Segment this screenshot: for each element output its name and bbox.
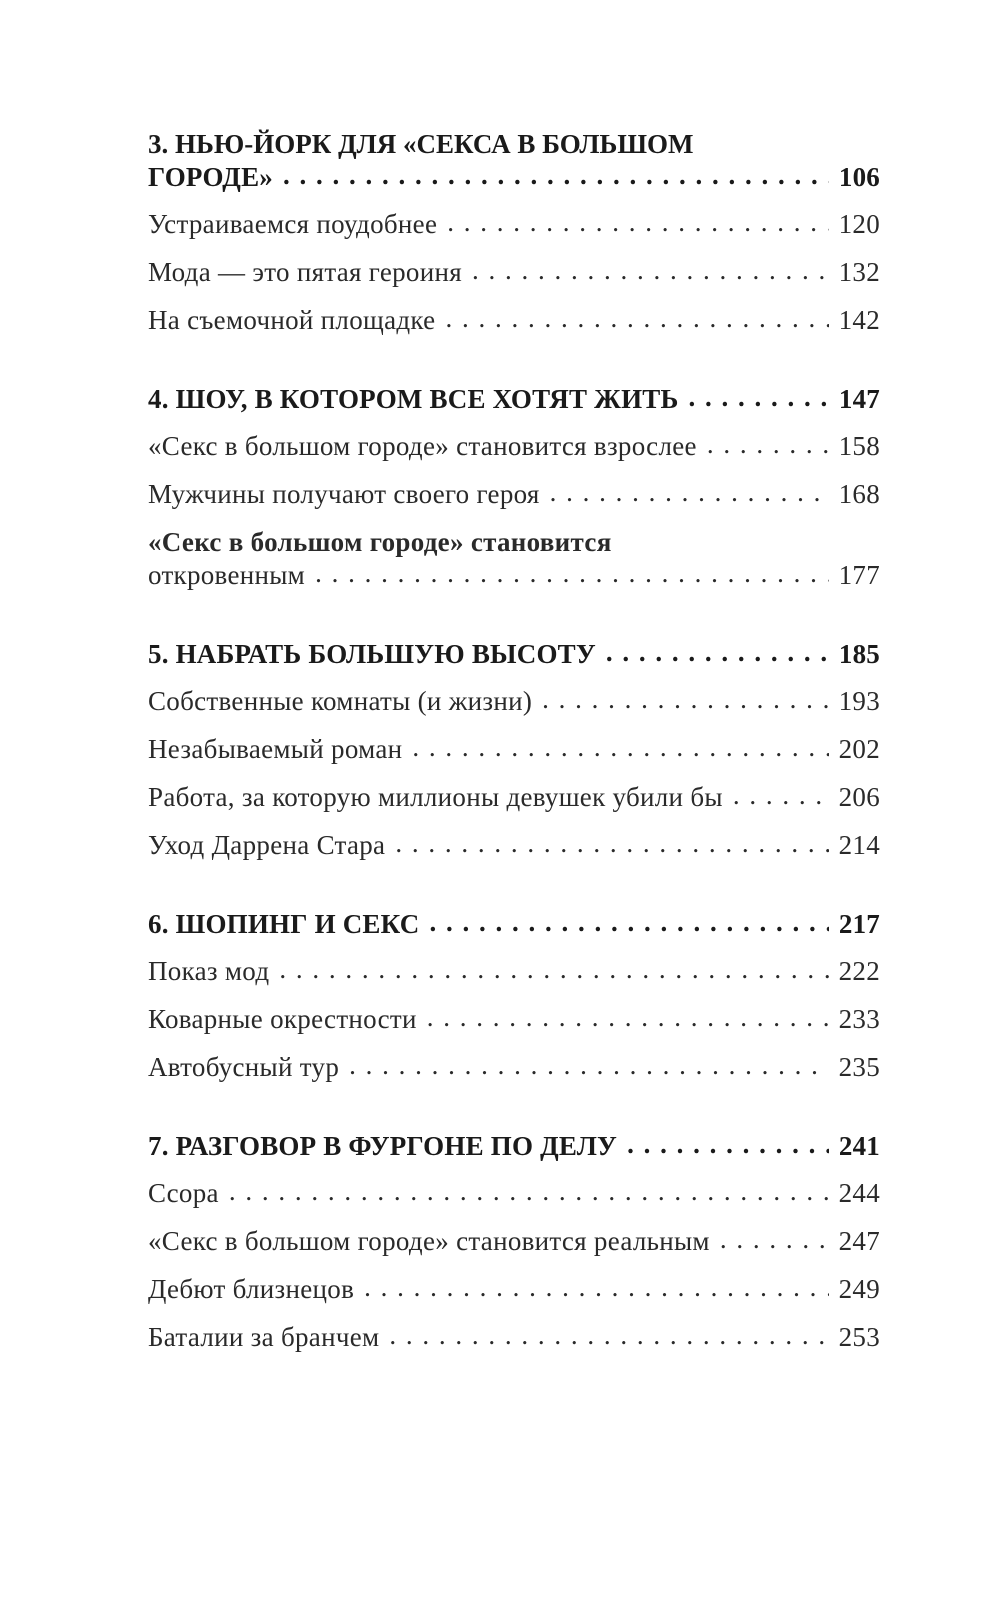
chapter-heading[interactable] <box>148 638 880 671</box>
chapter-5 <box>148 638 880 862</box>
section-title-line2: откровенным <box>148 560 306 590</box>
section-page-number: 244 <box>838 1178 880 1208</box>
section-page-number: 247 <box>838 1226 880 1256</box>
chapter-title: 5. НАБРАТЬ БОЛЬШУЮ ВЫСОТУ <box>148 639 596 669</box>
section-title: Ссора <box>148 1178 219 1208</box>
section-title: Показ мод <box>148 956 270 986</box>
section-page-number: 158 <box>838 431 880 461</box>
section-title-line1: «Секс в большом городе» становится <box>148 527 612 557</box>
dot-leader <box>733 779 829 812</box>
section-entry[interactable] <box>148 1225 880 1258</box>
chapter-page-number: 241 <box>838 1131 880 1161</box>
chapter-6 <box>148 908 880 1084</box>
chapter-title: 4. ШОУ, В КОТОРОМ ВСЕ ХОТЯТ ЖИТЬ <box>148 384 679 414</box>
dot-leader <box>707 428 829 461</box>
chapter-page-number: 147 <box>838 384 880 414</box>
section-page-number: 206 <box>838 782 880 812</box>
chapter-heading[interactable] <box>148 1130 880 1163</box>
section-title: Баталии за бранчем <box>148 1322 380 1352</box>
section-title: Работа, за которую миллионы девушек убили бы <box>148 782 723 812</box>
section-entry[interactable] <box>148 781 880 814</box>
section-page-number: 177 <box>838 560 880 590</box>
dot-leader <box>627 1128 829 1161</box>
section-page-number: 233 <box>838 1004 880 1034</box>
section-page-number: 193 <box>838 686 880 716</box>
section-entry[interactable] <box>148 829 880 862</box>
section-title: Мужчины получают своего героя <box>148 479 540 509</box>
section-page-number: 235 <box>838 1052 880 1082</box>
section-title: Автобусный тур <box>148 1052 340 1082</box>
chapter-page-number: 217 <box>838 909 880 939</box>
chapter-title-line1: 3. НЬЮ-ЙОРК ДЛЯ «СЕКСА В БОЛЬШОМ <box>148 129 694 159</box>
section-entry[interactable] <box>148 478 880 511</box>
section-entry[interactable] <box>148 733 880 766</box>
section-page-number: 253 <box>838 1322 880 1352</box>
section-entry[interactable] <box>148 1321 880 1354</box>
section-entry[interactable] <box>148 1177 880 1210</box>
section-entry[interactable] <box>148 685 880 718</box>
dot-leader <box>412 731 828 764</box>
dot-leader <box>364 1271 828 1304</box>
section-title: Устраиваемся поудобнее <box>148 209 438 239</box>
chapter-page-number: 185 <box>838 639 880 669</box>
dot-leader <box>389 1319 828 1352</box>
section-title: Коварные окрестности <box>148 1004 417 1034</box>
chapter-heading[interactable] <box>148 908 880 941</box>
section-page-number: 142 <box>838 305 880 335</box>
section-title: Дебют близнецов <box>148 1274 355 1304</box>
dot-leader <box>689 381 829 414</box>
section-title: «Секс в большом городе» становится реальным <box>148 1226 710 1256</box>
section-entry[interactable] <box>148 526 880 592</box>
dot-leader <box>283 159 829 192</box>
section-title: Уход Даррена Стара <box>148 830 386 860</box>
section-entry[interactable] <box>148 955 880 988</box>
section-page-number: 132 <box>838 257 880 287</box>
dot-leader <box>315 557 829 590</box>
dot-leader <box>349 1049 828 1082</box>
dot-leader <box>429 906 828 939</box>
chapter-title-line2: ГОРОДЕ» <box>148 162 273 192</box>
dot-leader <box>720 1223 829 1256</box>
section-page-number: 249 <box>838 1274 880 1304</box>
section-page-number: 120 <box>838 209 880 239</box>
dot-leader <box>445 302 828 335</box>
chapter-7 <box>148 1130 880 1354</box>
chapter-title: 7. РАЗГОВОР В ФУРГОНЕ ПО ДЕЛУ <box>148 1131 618 1161</box>
dot-leader <box>279 953 828 986</box>
chapter-title: 6. ШОПИНГ И СЕКС <box>148 909 420 939</box>
dot-leader <box>542 683 828 716</box>
dot-leader <box>395 827 828 860</box>
section-entry[interactable] <box>148 208 880 241</box>
section-entry[interactable] <box>148 1051 880 1084</box>
dot-leader <box>447 206 828 239</box>
section-entry[interactable] <box>148 256 880 289</box>
section-title: На съемочной площадке <box>148 305 436 335</box>
section-entry[interactable] <box>148 1273 880 1306</box>
section-page-number: 168 <box>838 479 880 509</box>
section-entry[interactable] <box>148 1003 880 1036</box>
section-page-number: 202 <box>838 734 880 764</box>
table-of-contents <box>148 128 880 1400</box>
dot-leader <box>229 1175 829 1208</box>
section-page-number: 222 <box>838 956 880 986</box>
section-entry[interactable] <box>148 304 880 337</box>
section-title: «Секс в большом городе» становится взрослее <box>148 431 697 461</box>
dot-leader <box>606 636 829 669</box>
chapter-heading[interactable] <box>148 383 880 416</box>
chapter-4 <box>148 383 880 592</box>
chapter-heading[interactable] <box>148 128 880 194</box>
section-title: Мода — это пятая героиня <box>148 257 462 287</box>
section-page-number: 214 <box>838 830 880 860</box>
dot-leader <box>472 254 829 287</box>
section-entry[interactable] <box>148 430 880 463</box>
dot-leader <box>427 1001 829 1034</box>
dot-leader <box>550 476 829 509</box>
section-title: Незабываемый роман <box>148 734 403 764</box>
chapter-page-number: 106 <box>838 162 880 192</box>
section-title: Собственные комнаты (и жизни) <box>148 686 533 716</box>
chapter-3 <box>148 128 880 337</box>
